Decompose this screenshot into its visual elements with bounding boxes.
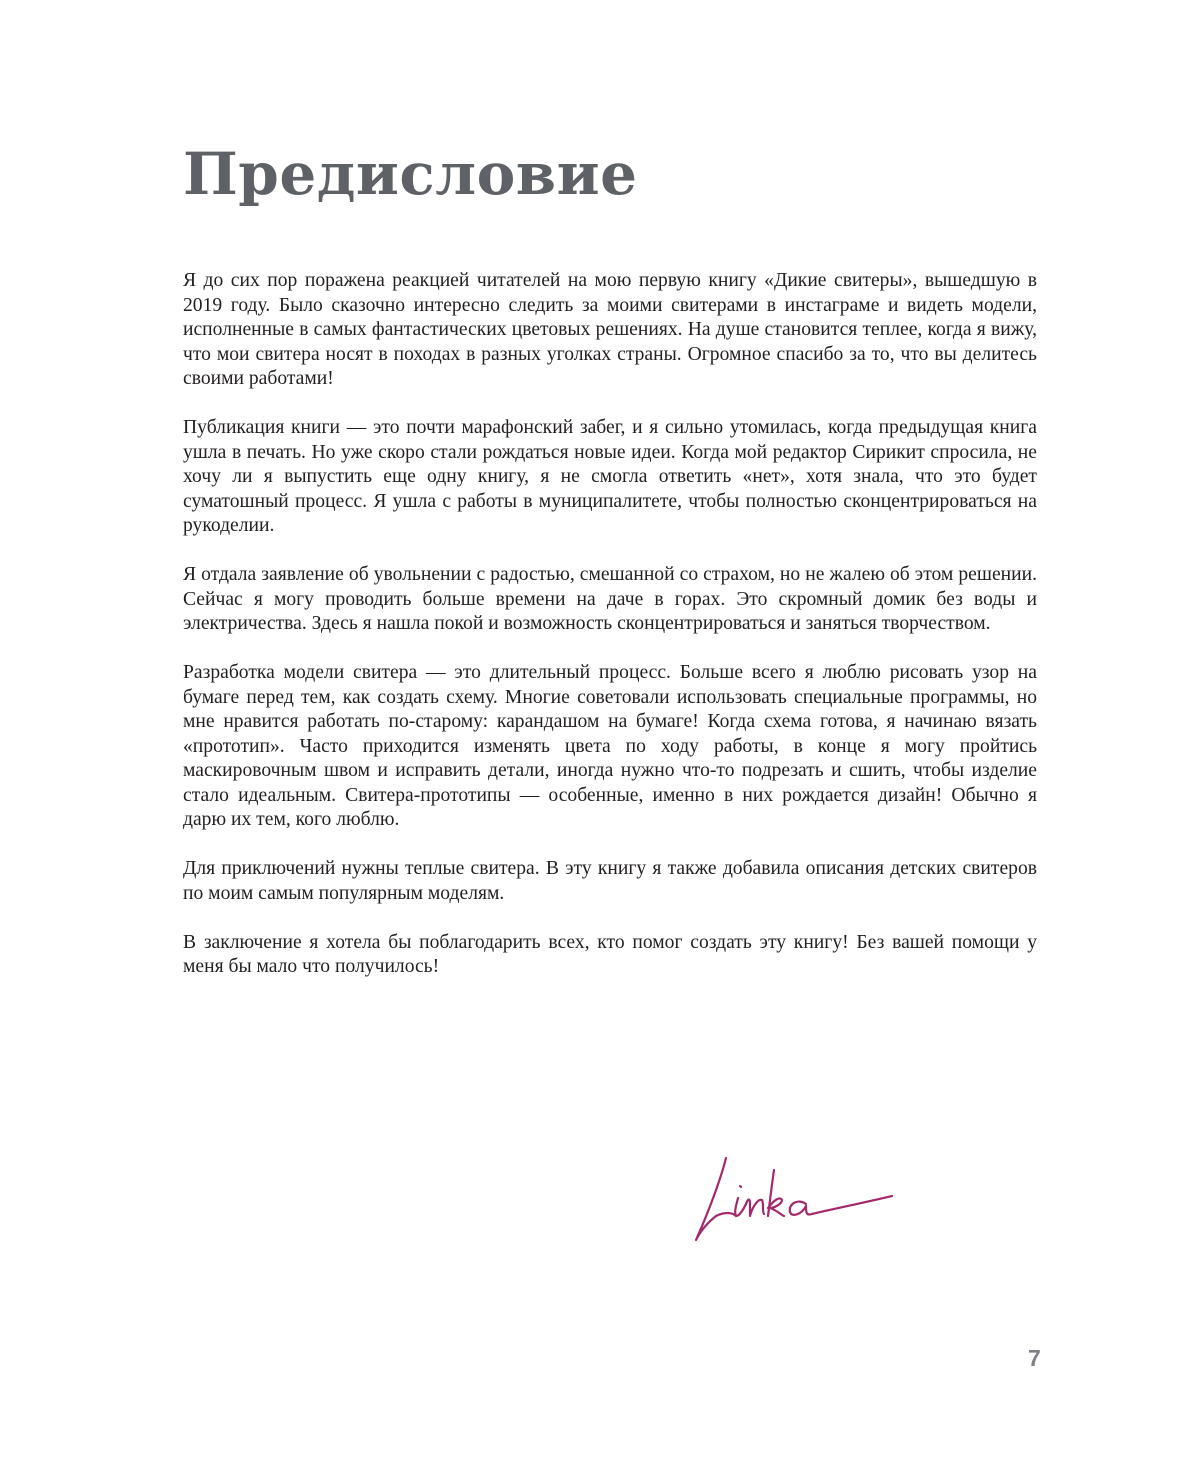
paragraph-1: Я до сих пор поражена реакцией читателей на мою первую книгу «Дикие свитеры», вышедшую в 2019 году. Было сказочно интересно следить за моими свитерами в инстаграме и видеть модели, исполненные в самых фантастических цветовых решениях. На душе становится теплее, когда я вижу, что мои свитера носят в походах в разных уголках страны. Огромное спасибо за то, что вы делитесь своими работами! (183, 270, 1037, 389)
paragraph-3: Я отдала заявление об увольнении с радостью, смешанной со страхом, но не жалею об этом решении. Сейчас я могу проводить больше времени на даче в горах. Это скромный домик без воды и электричества. Здесь я нашла покой и возможность сконцентрироваться и заняться творчеством. (183, 564, 1037, 634)
paragraph-2: Публикация книги — это почти марафонский забег, и я сильно утомилась, когда предыдущая книга ушла в печать. Но уже скоро стали рождаться новые идеи. Когда мой редактор Сирикит спросила, не хочу ли я выпустить еще одну книгу, я не смогла ответить «нет», хотя знала, что это будет суматошный процесс. Я ушла с работы в муниципалитете, чтобы полностью сконцентрироваться на рукоделии. (183, 417, 1037, 536)
paragraph-5: Для приключений нужны теплые свитера. В эту книгу я также добавила описания детских свитеров по моим самым популярным моделям. (183, 858, 1037, 904)
page-number: 7 (1028, 1345, 1041, 1371)
paragraph-4: Разработка модели свитера — это длительный процесс. Больше всего я люблю рисовать узор на бумаге перед тем, как создать схему. Многие советовали использовать специальные программы, но мне нравится работать по-старому: карандашом на бумаге! Когда схема готова, я начинаю вязать «прототип». Часто приходится изменять цвета по ходу работы, в конце я могу пройтись маскировочным швом и исправить детали, иногда нужно что-то подрезать и сшить, чтобы изделие стало идеальным. Свитера-прототипы — особенные, именно в них рождается дизайн! Обычно я дарю их тем, кого люблю. (183, 662, 1037, 830)
paragraph-6: В заключение я хотела бы поблагодарить всех, кто помог создать эту книгу! Без вашей помощи у меня бы мало что получилось! (183, 931, 1037, 977)
author-signature (688, 1152, 898, 1244)
preface-body (183, 269, 1037, 1004)
page-title: Предисловие (183, 140, 638, 208)
